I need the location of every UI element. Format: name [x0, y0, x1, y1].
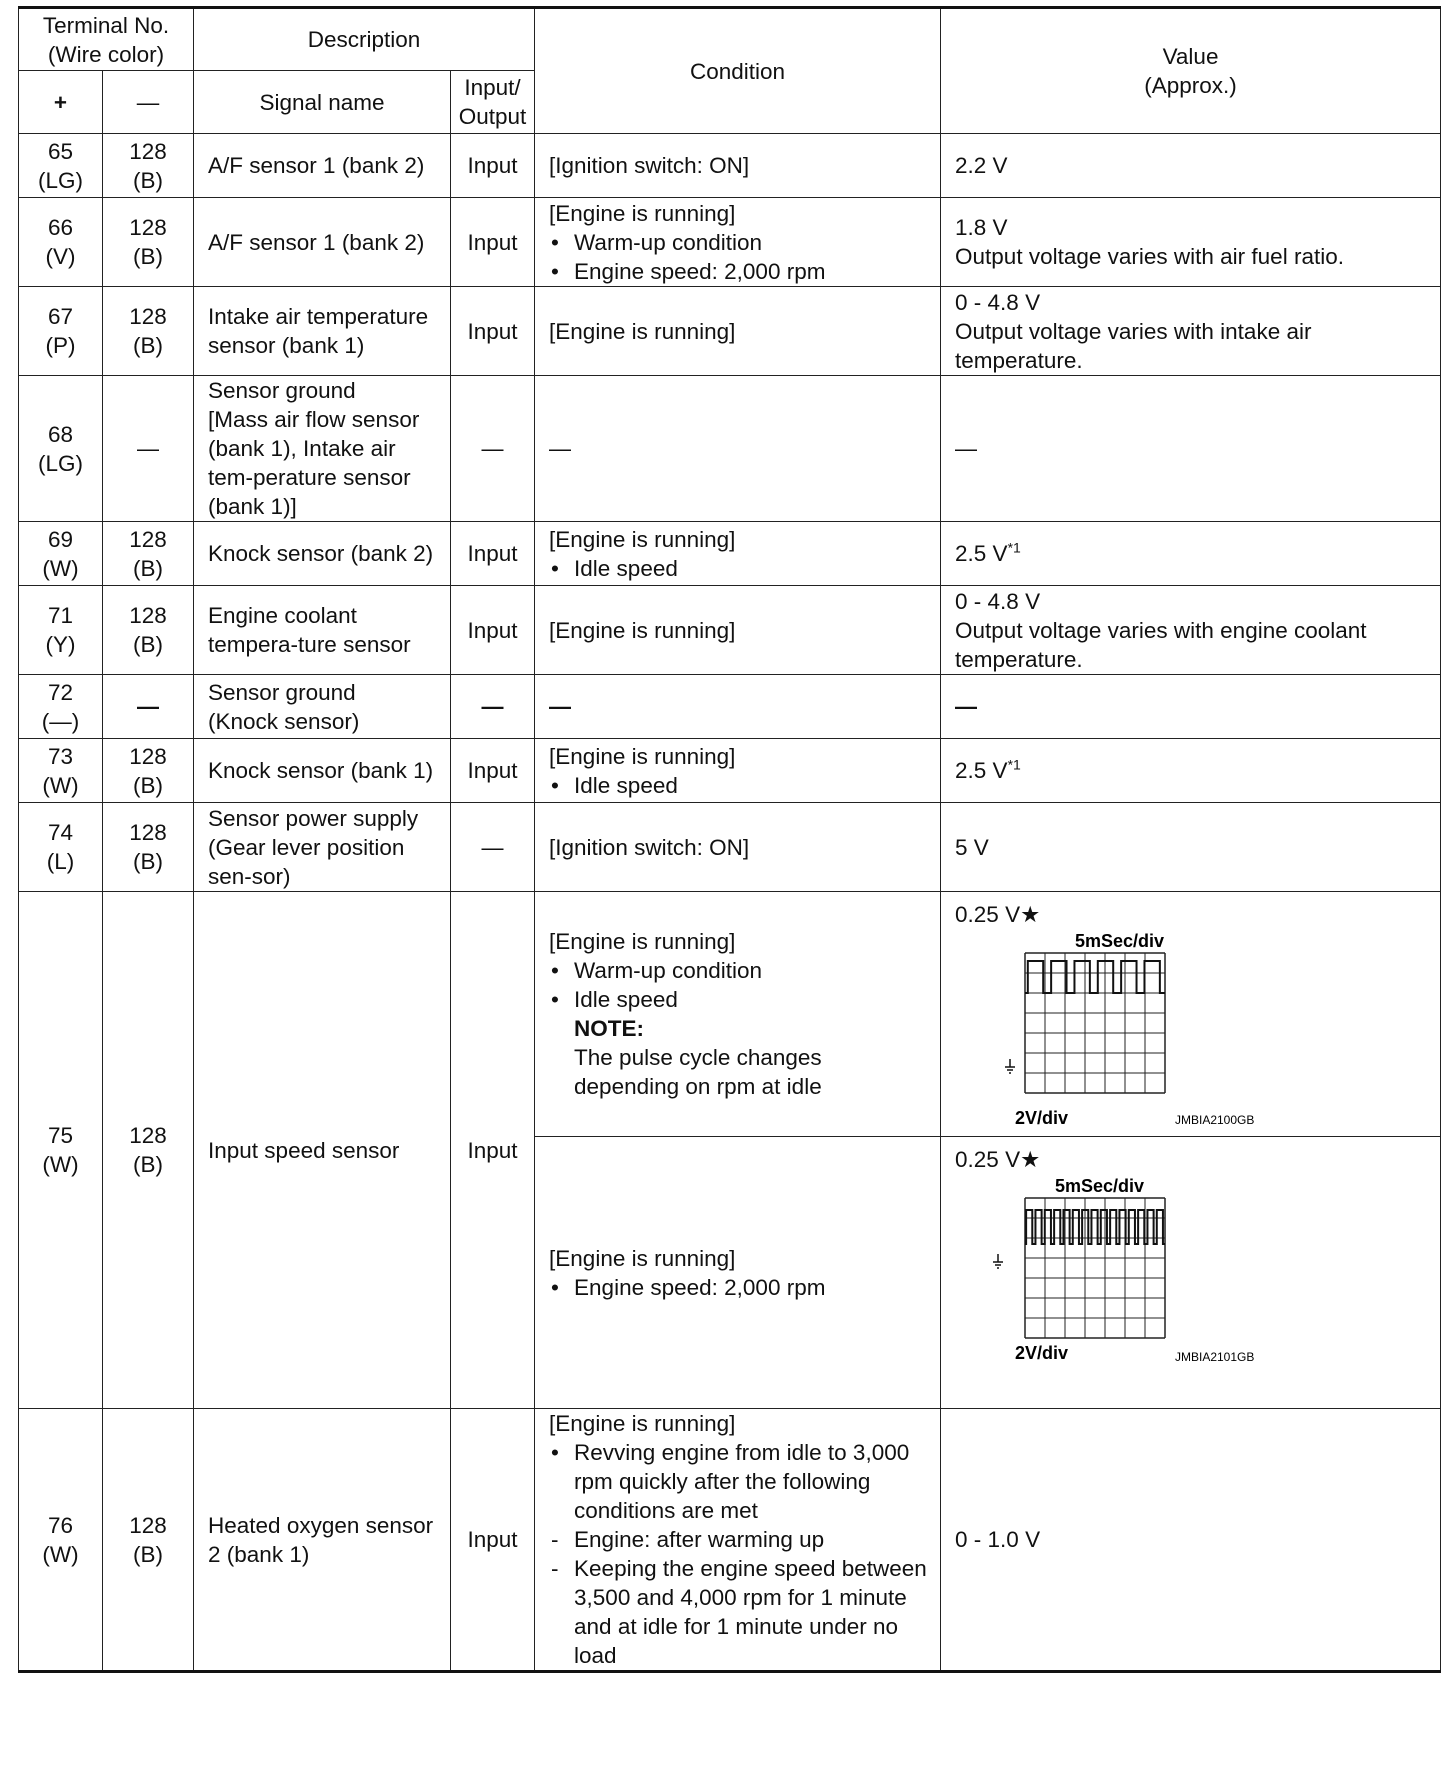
- ground-wire-color: (B): [133, 772, 163, 798]
- bullet-text: Idle speed: [574, 987, 678, 1012]
- terminal-cell: [19, 675, 103, 739]
- value-cell: [941, 586, 1441, 675]
- value-cell: [941, 522, 1441, 586]
- signal-name-detail: [Mass air flow sensor (bank 1), Intake air tem-perature sensor (bank 1)]: [208, 407, 420, 519]
- ground-wire-color: (B): [133, 632, 163, 657]
- signal-name-line: Sensor ground: [208, 679, 356, 705]
- header-minus: —: [103, 71, 194, 134]
- bullet-icon: •: [551, 229, 559, 255]
- ground-cell: —: [103, 675, 194, 739]
- condition-subitem: [549, 1554, 932, 1670]
- ground-terminal: 128: [129, 1512, 167, 1538]
- footnote-marker: *1: [1007, 539, 1021, 556]
- value-primary: 0 - 4.8 V: [955, 588, 1041, 614]
- io-cell: Input: [451, 522, 535, 586]
- wire-color: (P): [45, 333, 76, 358]
- dash-icon: -: [551, 1527, 559, 1552]
- ground-terminal: 128: [129, 304, 167, 329]
- ground-wire-color: (B): [133, 849, 163, 874]
- bullet-text: Warm-up condition: [574, 958, 763, 983]
- condition-bullet: [549, 554, 932, 583]
- table-row: [19, 892, 1441, 1137]
- wire-color: (LG): [38, 167, 83, 193]
- wire-color: (Y): [45, 632, 76, 657]
- signal-name: [194, 376, 451, 522]
- condition-cell: [535, 739, 941, 803]
- subitem-text: Keeping the engine speed between 3,500 and 4,000 rpm for 1 minute and at idle for 1 minute under no load: [574, 1556, 927, 1668]
- condition-heading: [Engine is running]: [549, 1411, 736, 1436]
- ground-wire-color: (B): [133, 1541, 163, 1567]
- table-row: [19, 198, 1441, 287]
- condition-bullet: [549, 771, 932, 800]
- header-plus: +: [19, 71, 103, 134]
- terminal-cell: [19, 739, 103, 803]
- bullet-icon: •: [551, 258, 559, 284]
- value-primary: 0.25 V★: [955, 902, 1041, 927]
- value-cell: [941, 287, 1441, 376]
- bullet-icon: •: [551, 555, 559, 581]
- figure-id: JMBIA2100GB: [1175, 1113, 1255, 1127]
- terminal-cell: [19, 522, 103, 586]
- bullet-text: Idle speed: [574, 772, 678, 798]
- condition-cell: [535, 1409, 941, 1672]
- header-approx-label: (Approx.): [1144, 73, 1237, 98]
- signal-name: Engine coolant tempera-ture sensor: [194, 586, 451, 675]
- value-cell: 5 V: [941, 803, 1441, 892]
- ground-wire-color: (B): [133, 167, 163, 193]
- table-row: [19, 134, 1441, 198]
- signal-name: Heated oxygen sensor 2 (bank 1): [194, 1409, 451, 1672]
- ground-wire-color: (B): [133, 1152, 163, 1177]
- ground-cell: [103, 803, 194, 892]
- terminal-number: 71: [47, 603, 74, 628]
- signal-name-detail: (Gear lever position sen-sor): [208, 834, 405, 889]
- value-cell: —: [941, 675, 1441, 739]
- header-value-label: Value: [1162, 44, 1219, 69]
- wire-color: (W): [42, 772, 79, 798]
- ground-symbol-icon: [993, 1254, 1003, 1268]
- condition-cell: [Engine is running]: [535, 586, 941, 675]
- scope-trace: [1025, 1210, 1165, 1244]
- figure-id: JMBIA2101GB: [1175, 1350, 1255, 1364]
- wire-color: (W): [42, 555, 79, 581]
- io-cell: Input: [451, 586, 535, 675]
- ground-cell: [103, 522, 194, 586]
- ground-wire-color: (B): [133, 333, 163, 358]
- bullet-text: Engine speed: 2,000 rpm: [574, 258, 826, 284]
- bullet-text: Idle speed: [574, 555, 678, 581]
- ground-terminal: 128: [129, 603, 167, 628]
- condition-heading: [Engine is running]: [549, 200, 736, 226]
- bullet-icon: •: [551, 1440, 559, 1465]
- table-row: [19, 522, 1441, 586]
- value-note: Output voltage varies with engine coolant temperature.: [955, 617, 1367, 672]
- specification-table-container: [18, 6, 1440, 1673]
- terminal-number: 73: [47, 743, 74, 769]
- terminal-cell: [19, 198, 103, 287]
- condition-cell: [535, 198, 941, 287]
- ground-symbol-icon: [1005, 1059, 1015, 1073]
- header-io-line2: Output: [458, 104, 527, 129]
- ground-terminal: 128: [129, 743, 167, 769]
- ground-cell: [103, 1409, 194, 1672]
- scope-volt-label: 2V/div: [1015, 1343, 1069, 1363]
- value-cell: —: [941, 376, 1441, 522]
- value-cell: [941, 198, 1441, 287]
- condition-cell: [Ignition switch: ON]: [535, 803, 941, 892]
- condition-cell: [535, 522, 941, 586]
- terminal-cell: [19, 134, 103, 198]
- signal-name: Input speed sensor: [194, 892, 451, 1409]
- terminal-number: 67: [47, 304, 74, 329]
- condition-heading: [Engine is running]: [549, 1245, 736, 1271]
- wire-color: (W): [42, 1541, 79, 1567]
- condition-cell: —: [535, 376, 941, 522]
- value-cell: 0 - 1.0 V: [941, 1409, 1441, 1672]
- bullet-icon: •: [551, 772, 559, 798]
- condition-bullet: [549, 1273, 932, 1302]
- table-row: [19, 376, 1441, 522]
- terminal-number: 69: [47, 526, 74, 552]
- wire-color: (W): [42, 1152, 79, 1177]
- ground-wire-color: (B): [133, 244, 163, 269]
- bullet-text: Engine speed: 2,000 rpm: [574, 1274, 826, 1300]
- ground-terminal: 128: [129, 820, 167, 845]
- value-note: Output voltage varies with air fuel ratio.: [955, 244, 1344, 269]
- signal-name: A/F sensor 1 (bank 2): [194, 134, 451, 198]
- scope-trace: [1025, 961, 1165, 993]
- signal-name-line: Sensor power supply: [208, 805, 419, 831]
- terminal-cell: [19, 376, 103, 522]
- note-heading: NOTE:: [574, 1016, 645, 1041]
- oscilloscope-waveform-2000rpm: [955, 1174, 1255, 1374]
- ground-cell: [103, 198, 194, 287]
- terminal-number: 74: [47, 820, 74, 845]
- ground-cell: [103, 586, 194, 675]
- io-cell: Input: [451, 198, 535, 287]
- bullet-text: Revving engine from idle to 3,000 rpm quickly after the following conditions are met: [574, 1440, 910, 1523]
- io-cell: —: [451, 803, 535, 892]
- oscilloscope-waveform-idle: [955, 929, 1255, 1129]
- condition-cell: [Engine is running]: [535, 287, 941, 376]
- value-cell: [941, 739, 1441, 803]
- scope-volt-label: 2V/div: [1015, 1108, 1069, 1128]
- signal-name: [194, 803, 451, 892]
- value-note: Output voltage varies with intake air temperature.: [955, 318, 1312, 373]
- bullet-icon: •: [551, 987, 559, 1012]
- ground-terminal: 128: [129, 138, 167, 164]
- io-cell: Input: [451, 287, 535, 376]
- terminal-cell: [19, 1409, 103, 1672]
- header-value: [941, 8, 1441, 134]
- ground-cell: [103, 287, 194, 376]
- ground-wire-color: (B): [133, 555, 163, 581]
- dash-icon: -: [551, 1556, 559, 1581]
- scope-time-label: 5mSec/div: [1075, 931, 1165, 951]
- condition-bullet: [549, 228, 932, 257]
- value-primary: 2.5 V: [955, 541, 1008, 566]
- subitem-text: Engine: after warming up: [574, 1527, 825, 1552]
- footnote-marker: *1: [1007, 756, 1021, 773]
- terminal-spec-table: [18, 6, 1441, 1673]
- terminal-number: 76: [47, 1512, 74, 1538]
- ground-terminal: 128: [129, 1123, 167, 1148]
- condition-heading: [Engine is running]: [549, 929, 736, 954]
- bullet-icon: •: [551, 1274, 559, 1300]
- header-wire-color-label: (Wire color): [47, 41, 165, 67]
- io-cell: —: [451, 376, 535, 522]
- terminal-number: 75: [47, 1123, 74, 1148]
- header-description: Description: [194, 8, 535, 71]
- signal-name-detail: (Knock sensor): [208, 708, 360, 734]
- value-primary: 1.8 V: [955, 215, 1008, 240]
- condition-bullet: [549, 956, 932, 985]
- terminal-number: 68: [47, 421, 74, 447]
- condition-cell: —: [535, 675, 941, 739]
- io-cell: Input: [451, 1409, 535, 1672]
- header-input-output: [451, 71, 535, 134]
- signal-name: Knock sensor (bank 2): [194, 522, 451, 586]
- ground-terminal: 128: [129, 215, 167, 240]
- io-cell: Input: [451, 134, 535, 198]
- io-cell: Input: [451, 892, 535, 1409]
- value-cell: [941, 1137, 1441, 1409]
- table-row: [19, 675, 1441, 739]
- condition-heading: [Engine is running]: [549, 743, 736, 769]
- terminal-cell: [19, 803, 103, 892]
- condition-subitem: [549, 1525, 932, 1554]
- signal-name: Intake air temperature sensor (bank 1): [194, 287, 451, 376]
- table-row: [19, 739, 1441, 803]
- terminal-number: 66: [47, 215, 74, 240]
- condition-bullet: [549, 257, 932, 286]
- terminal-cell: [19, 586, 103, 675]
- terminal-cell: [19, 892, 103, 1409]
- value-cell: 2.2 V: [941, 134, 1441, 198]
- scope-time-label: 5mSec/div: [1055, 1176, 1145, 1196]
- condition-bullet: [549, 1438, 932, 1525]
- signal-name-line: Sensor ground: [208, 378, 356, 403]
- table-row: [19, 287, 1441, 376]
- ground-cell: [103, 134, 194, 198]
- condition-bullet: [549, 985, 932, 1014]
- terminal-number: 72: [47, 679, 74, 705]
- wire-color: (V): [45, 244, 76, 269]
- table-row: [19, 586, 1441, 675]
- signal-name: A/F sensor 1 (bank 2): [194, 198, 451, 287]
- value-primary: 0 - 4.8 V: [955, 289, 1041, 315]
- terminal-cell: [19, 287, 103, 376]
- ground-cell: [103, 739, 194, 803]
- header-terminal-no: [19, 8, 194, 71]
- value-cell: [941, 892, 1441, 1137]
- terminal-number: 65: [47, 138, 74, 164]
- io-cell: —: [451, 675, 535, 739]
- signal-name: Knock sensor (bank 1): [194, 739, 451, 803]
- wire-color: (L): [46, 849, 75, 874]
- header-signal-name: Signal name: [194, 71, 451, 134]
- value-primary: 2.5 V: [955, 758, 1008, 783]
- header-io-line1: Input/: [464, 75, 521, 100]
- ground-cell: —: [103, 376, 194, 522]
- wire-color: (LG): [38, 450, 83, 476]
- note-text: The pulse cycle changes depending on rpm at idle: [574, 1045, 822, 1099]
- table-row: [19, 1409, 1441, 1672]
- condition-heading: [Engine is running]: [549, 526, 736, 552]
- condition-cell: [535, 892, 941, 1137]
- table-row: [19, 803, 1441, 892]
- header-condition: Condition: [535, 8, 941, 134]
- ground-terminal: 128: [129, 526, 167, 552]
- condition-cell: [535, 1137, 941, 1409]
- bullet-text: Warm-up condition: [574, 229, 763, 255]
- bullet-icon: •: [551, 958, 559, 983]
- ground-cell: [103, 892, 194, 1409]
- condition-cell: [Ignition switch: ON]: [535, 134, 941, 198]
- io-cell: Input: [451, 739, 535, 803]
- value-primary: 0.25 V★: [955, 1147, 1041, 1172]
- signal-name: [194, 675, 451, 739]
- header-terminal-label: Terminal No.: [42, 12, 170, 38]
- wire-color: (—): [41, 708, 80, 734]
